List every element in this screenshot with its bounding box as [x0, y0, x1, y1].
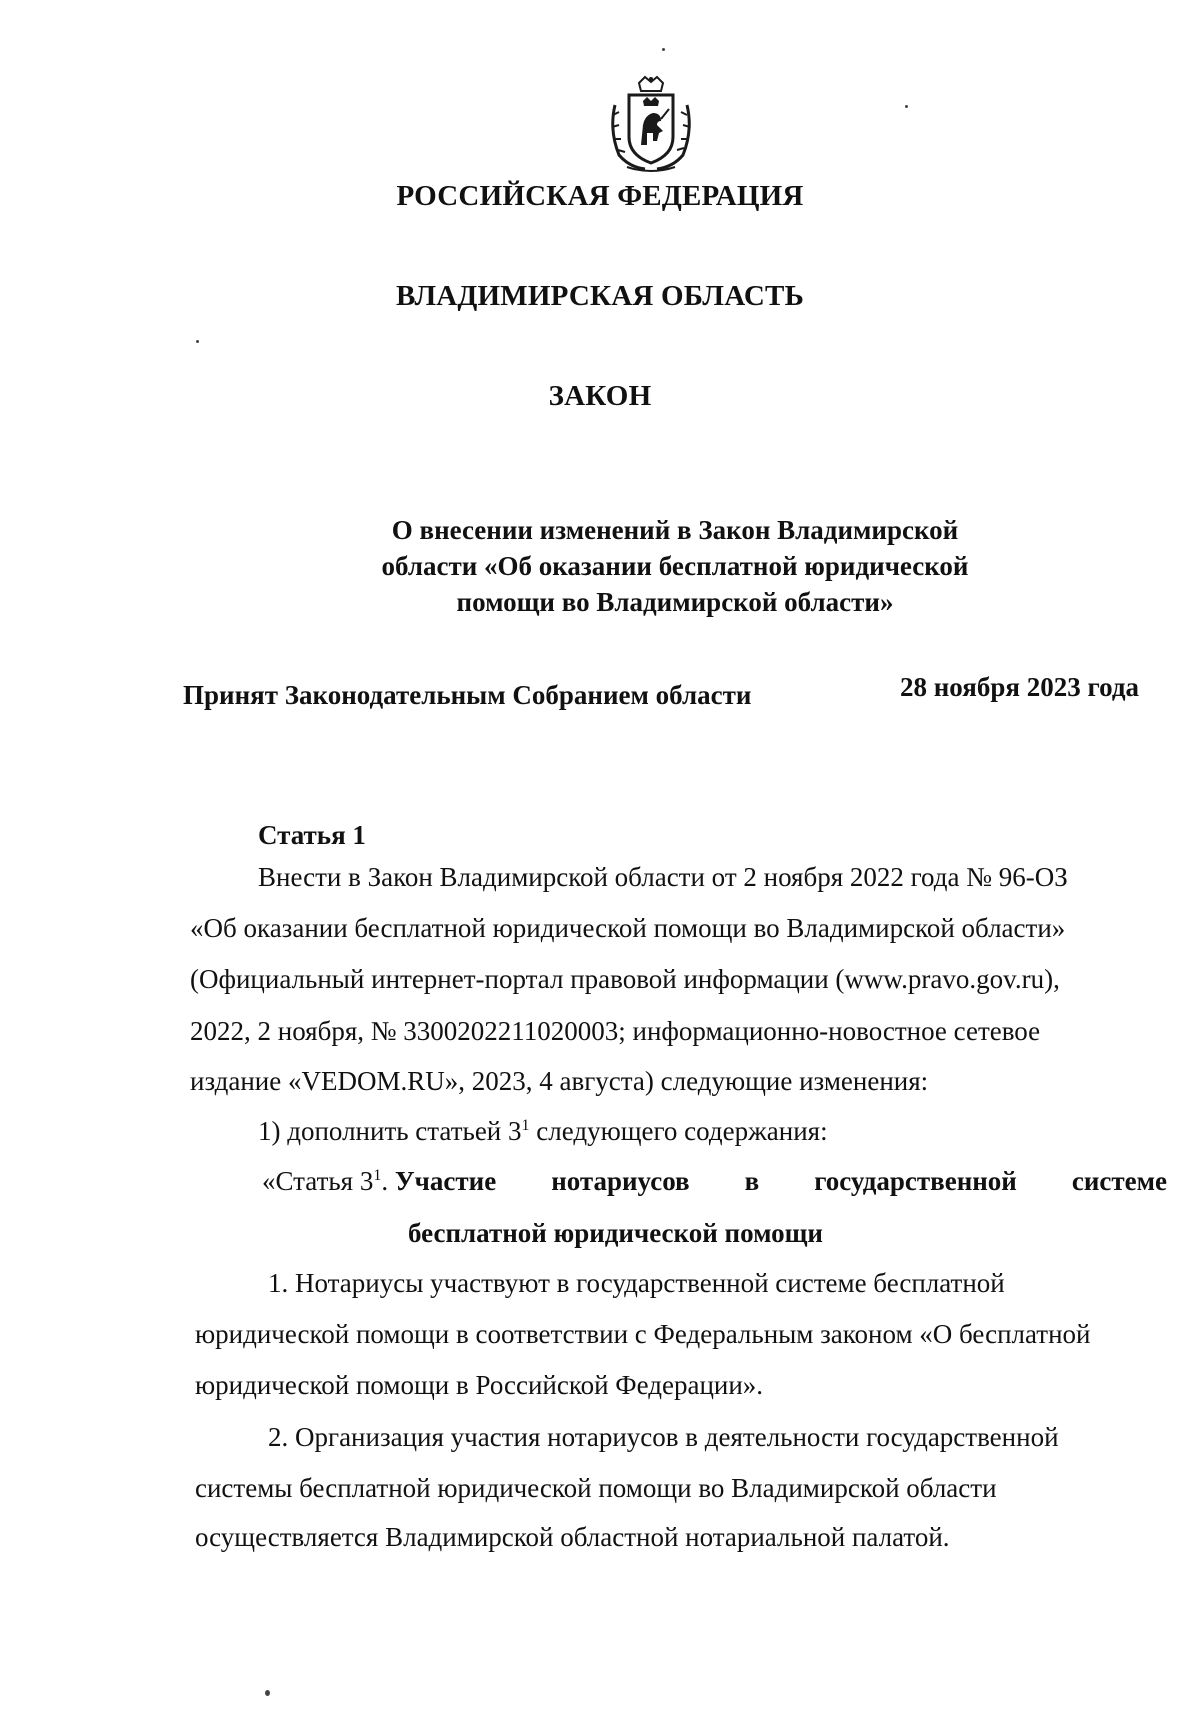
law-title-line: области «Об оказании бесплатной юридической [381, 551, 969, 581]
scan-speck [905, 105, 908, 108]
paragraph-1-line: юридической помощи в соответствии с Федеральным законом «О бесплатной [195, 1319, 1091, 1349]
paragraph-2-line: системы бесплатной юридической помощи во Владимирской области [195, 1473, 997, 1503]
new-article-title-continued: бесплатной юридической помощи [408, 1218, 823, 1248]
document-type-heading: ЗАКОН [548, 380, 652, 412]
intro-line [258, 862, 1168, 893]
intro-line-text: Внести в Закон Владимирской области от 2 ноября 2022 года № 96-ОЗ [258, 862, 1068, 892]
region-heading: ВЛАДИМИРСКАЯ ОБЛАСТЬ [396, 280, 804, 312]
law-title [330, 512, 1020, 620]
intro-line: (Официальный интернет-портал правовой информации (www.pravo.gov.ru), [190, 964, 1060, 994]
intro-line: издание «VEDOM.RU», 2023, 4 августа) следующие изменения: [190, 1066, 929, 1096]
paragraph-1-line: юридической помощи в Российской Федерации». [195, 1370, 764, 1400]
adoption-date: 28 ноября 2023 года [900, 672, 1139, 702]
paragraph-1-line: 1. Нотариусы участвуют в государственной системе бесплатной [268, 1268, 1005, 1298]
amendment-item-1: 1) дополнить статьей $3^1$ следующего содержания: [258, 1116, 828, 1146]
law-title-line: помощи во Владимирской области» [456, 587, 894, 617]
adopted-by-statement: Принят Законодательным Собранием области [183, 680, 752, 710]
paragraph-2-line: 2. Организация участия нотариусов в деятельности государственной [268, 1422, 1059, 1452]
scan-speck [662, 48, 665, 51]
intro-line: «Об оказании бесплатной юридической помощи во Владимирской области» [190, 913, 1066, 943]
new-article-title: «Статья $3^1$. Участие нотариусов в государственной системе [262, 1166, 1167, 1196]
scan-speck [265, 1690, 270, 1696]
paragraph-2-line: осуществляется Владимирской областной нотариальной палатой. [195, 1522, 950, 1552]
law-title-line: О внесении изменений в Закон Владимирской [391, 515, 959, 545]
scan-speck [196, 340, 199, 343]
coat-of-arms-emblem [605, 75, 697, 175]
intro-line: 2022, 2 ноября, № 3300202211020003; информационно-новостное сетевое [190, 1016, 1041, 1046]
federation-heading: РОССИЙСКАЯ ФЕДЕРАЦИЯ [396, 180, 804, 212]
article-heading: Статья 1 [258, 820, 366, 850]
